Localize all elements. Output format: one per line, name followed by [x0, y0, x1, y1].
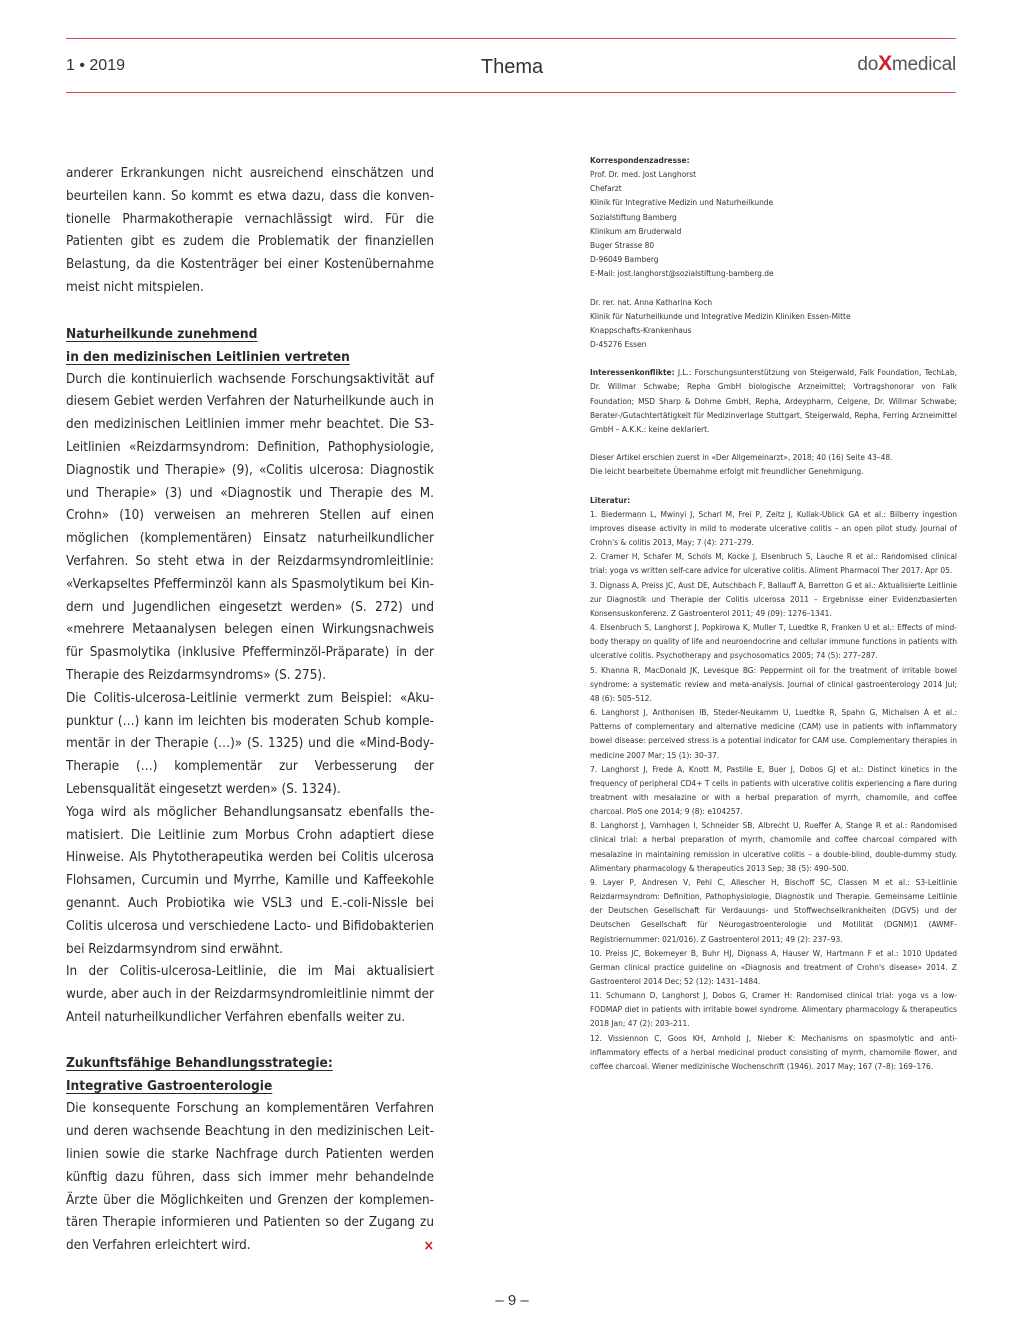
- reference-item: 10. Preiss JC, Bokemeyer B, Buhr HJ, Dignass A, Hauser W, Hartmann F et al.: 1010 Updated German clinical practice guideline on «Diagnosis and treatment of Crohn's disease» 2014. Z Gastroenterol 2014 Dec; 52 (12): 1431–1484.: [590, 947, 957, 986]
- reference-list: [590, 507, 957, 1073]
- reference-item: 11. Schumann D, Langhorst J, Dobos G, Cramer H: Randomised clinical trial: yoga vs a low-FODMAP diet in patients with irritable bowel syndrome. Alimentary pharmacology & therapeutics 2018 Jan; 47 (2): 203–211.: [590, 990, 957, 1029]
- reference-item: 6. Langhorst J, Anthonisen IB, Steder-Neukamm U, Luedtke R, Spahn G, Michalsen A et al.: Patterns of complementary and alternative medicine (CAM) use in patients with inflammatory bowel disease: perceived stress is a potential indicator for CAM use. Complementary therapies in medicine 2007 Mar; 15 (1): 30–37.: [590, 707, 957, 760]
- main-article-column: [66, 163, 434, 1258]
- sidebar-column: [590, 153, 957, 1073]
- paragraph-yoga: Yoga wird als möglicher Behandlungsansatz ebenfalls thematisiert. Die Leitlinie zum Morbus Crohn adaptiert diese Hinweise. Als Phytotherapeutika werden bei Colitis ulcerosa Flohsamen, Curcumin und Myrrhe, Kamille und Kaffeekohle genannt. Auch Probiotika wie VSL3 und E.-coli-Nissle bei Colitis ulcerosa und verschiedene Lacto- und Bifidobakterien bei Reizdarmsyndrom sind erwähnt.: [66, 804, 434, 957]
- heading-naturheilkunde: Naturheilkunde zunehmend in den medizinischen Leitlinien vertreten: [66, 325, 350, 365]
- reference-item: 8. Langhorst J, Varnhagen I, Schneider SB, Albrecht U, Rueffer A, Stange R et al.: Randomised clinical trial: a herbal preparation of myrrh, chamomile and coffee charcoal compared with mesalazine in maintaining remission in ulcerative colitis – a double-blind, double-dummy study. Alimentary pharmacology & therapeutics 2013 Sep; 38 (5): 490–500.: [590, 820, 957, 873]
- reference-item: 5. Khanna R, MacDonald JK, Levesque BG: Peppermint oil for the treatment of irritable bowel syndrome: a systematic review and meta-analysis. Journal of clinical gastroenterology 2014 Jul; 48 (6): 505–512.: [590, 664, 957, 703]
- author2-address: Dr. rer. nat. Anna Katharina Koch Klinik für Naturheilkunde und Integrative Medizin Kliniken Essen-Mitte Knappschafts-Krankenhaus D-45276 Essen: [590, 296, 851, 350]
- reference-item: 9. Layer P, Andresen V, Pehl C, Allescher H, Bischoff SC, Classen M et al.: S3-Leitlinie Reizdarmsyndrom: Definition, Pathophysiologie, Diagnostik und Therapie. Gemeinsame Leitlinie der Deutschen Gesellschaft für Verdauungs- und Stoffwechselkrankheiten (DGVS) und der Deutschen Gesellschaft für Neurogastroenterologie und Motilität (DGNM)1 (AWMF-Registriernummer: 021/016). Z Gastroenterol 2011; 49 (2): 237–93.: [590, 876, 957, 944]
- literature-label: Literatur:: [590, 494, 631, 505]
- publisher-logo: doXmedical: [857, 52, 956, 75]
- author1-email: E-Mail: jost.langhorst@sozialstiftung-bamberg.de: [590, 268, 774, 279]
- page-number: – 9 –: [495, 1292, 529, 1309]
- issue-number: 1 • 2019: [66, 57, 125, 74]
- paragraph-colitis: Die Colitis-ulcerosa-Leitlinie vermerkt zum Beispiel: «Akupunktur (…) kann im leichten bis moderaten Schub komplementär in der Therapie (…)» (S. 1325) und die «Mind-Body-Therapie (…) komplementär zur Verbesserung der Lebensqualität eingesetzt werden» (S. 1324).: [66, 690, 434, 797]
- header-bottom-rule: [66, 92, 956, 93]
- logo-x-mark: X: [878, 52, 892, 75]
- paragraph-aktualisiert: In der Colitis-ulcerosa-Leitlinie, die im Mai aktualisiert wurde, aber auch in der Reizdarmsyndromleitlinie nimmt der Anteil naturheilkundlicher Verfahren ebenfalls weiter zu.: [66, 964, 434, 1025]
- conflict-of-interest: Interessenkonflikte: J.L.: Forschungsunterstützung von Steigerwald, Falk Foundation, TechLab, Dr. Willmar Schwabe; Repha GmbH biologische Arzneimittel; Vortragshonorar von Falk Foundation; MSD Sharp & Dohme GmbH, Repha, Ardeypharm, Celgene, Dr. Willmar Schwabe; Berater-/Gutachtertätigkeit für Medizinverlage Stuttgart, Steigerwald, Repha, Ferring Arzneimittel GmbH – A.K.K.: keine deklariert.: [590, 367, 957, 434]
- header-top-rule: [66, 38, 956, 39]
- publication-note: Dieser Artikel erschien zuerst in «Der Allgemeinarzt», 2018; 40 (16) Seite 43–48.: [590, 452, 893, 463]
- end-mark-icon: ×: [423, 1238, 434, 1255]
- reference-item: 7. Langhorst J, Frede A, Knott M, Pastille E, Buer J, Dobos GJ et al.: Distinct kinetics in the frequency of peripheral CD4+ T cells in patients with ulcerative colitis experiencing a flare during treatment with mesalazine or with a herbal preparation of myrrh, chamomile, and coffee charcoal. PloS one 2014; 9 (8): e104257.: [590, 763, 957, 817]
- reference-item: 1. Biedermann L, Mwinyi J, Scharl M, Frei P, Zeitz J, Kullak-Ublick GA et al.: Bilberry ingestion improves disease activity in mild to moderate ulcerative colitis – an open pilot study. Journal of Crohn's & colitis 2013, May; 7 (4): 271–279.: [590, 508, 957, 548]
- section-title: Thema: [480, 56, 544, 78]
- author1-address: Prof. Dr. med. Jost Langhorst Chefarzt Klinik für Integrative Medizin und Naturheilkunde Sozialstiftung Bamberg Klinikum am Bruderwald Buger Strasse 80 D-96049 Bamberg E-Mail: jost.langhorst@sozialstiftung-bamberg.de: [590, 167, 957, 280]
- reference-item: 2. Cramer H, Schafer M, Schols M, Kocke J, Elsenbruch S, Lauche R et al.: Randomised clinical trial: yoga vs written self-care advice for ulcerative colitis. Aliment Pharmacol Ther 2017. Apr 05.: [590, 551, 957, 576]
- permission-note: Die leicht bearbeitete Übernahme erfolgt mit freundlicher Genehmigung.: [590, 466, 864, 477]
- paragraph-leitlinien: Durch die kontinuierlich wachsende Forschungsaktivität auf diesem Gebiet werden Verfahren der Naturheilkunde auch in den medizinischen Leitlinien immer mehr beachtet. Die S3-Leitlinien «Reizdarmsyndrom: Definition, Pathophysiologie, Diagnostik und Therapie» (9), «Colitis ulcerosa: Diagnostik und Therapie» (3) und «Diagnostik und Therapie des M. Crohn» (10) verweisen an mehreren Stellen auf einen möglichen (komplementären) Einsatz naturheilkundlicher Verfahren. So steht etwa in der Reizdarmsyndromleitlinie: «Verkapseltes Pfefferminzöl kann als Spasmolytikum bei Kindern und Jugendlichen eingesetzt werden» (S. 272) und «mehrere Metaanalysen belegen einen Wirkungsnachweis für Spasmolytika (inklusive Pfefferminzöl-Präparate) in der Therapie des Reizdarmsyndroms» (S. 275).: [66, 371, 434, 683]
- reference-item: 4. Elsenbruch S, Langhorst J, Popkirowa K, Muller T, Luedtke R, Franken U et al.: Effects of mind-body therapy on quality of life and neuroendocrine and cellular immune functions in patients with ulcerative colitis. Psychotherapy and psychosomatics 2005; 74 (5): 277–287.: [590, 622, 957, 661]
- paragraph-forschung: Die konsequente Forschung an komplementären Verfahren und deren wachsende Beachtung in den medizinischen Leitlinien sowie die starke Nachfrage durch Patienten werden künftig dazu führen, dass sich immer mehr behandelnde Ärzte über die Möglichkeiten und Grenzen der komplementären Therapie informieren und Patienten so der Zugang zu den Verfahren erleichtert wird. ×: [66, 1098, 434, 1258]
- heading-strategie: Zukunftsfähige Behandlungsstrategie: Integrative Gastroenterologie: [66, 1055, 333, 1095]
- paragraph-intro: anderer Erkrankungen nicht ausreichend einschätzen und beurteilen kann. So kommt es etwa dazu, dass die konventionelle Pharmakotherapie vernachlässigt wird. Für die Patienten gibt es zudem die Problematik der finanziellen Belastung, da die Kostenträger bei einer Kostenübernahme meist nicht mitspielen.: [66, 166, 434, 295]
- reference-item: 12. Vissiennon C, Goos KH, Arnhold J, Nieber K: Mechanisms on spasmolytic and anti-inflammatory effects of a herbal medicinal product consisting of myrrh, chamomile flower, and coffee charcoal. Wiener medizinische Wochenschrift (1946). 2017 May; 167 (7–8): 169–176.: [590, 1032, 957, 1071]
- correspondence-label: Korrespondenzadresse:: [590, 155, 690, 165]
- reference-item: 3. Dignass A, Preiss JC, Aust DE, Autschbach F, Ballauff A, Barretton G et al.: Aktualisierte Leitlinie zur Diagnostik und Therapie der Colitis ulcerosa 2011 – Ergebnisse einer Evidenzbasierten Konsensuskonferenz. Z Gastroenterol 2011; 49 (09): 1276–1341.: [590, 579, 957, 618]
